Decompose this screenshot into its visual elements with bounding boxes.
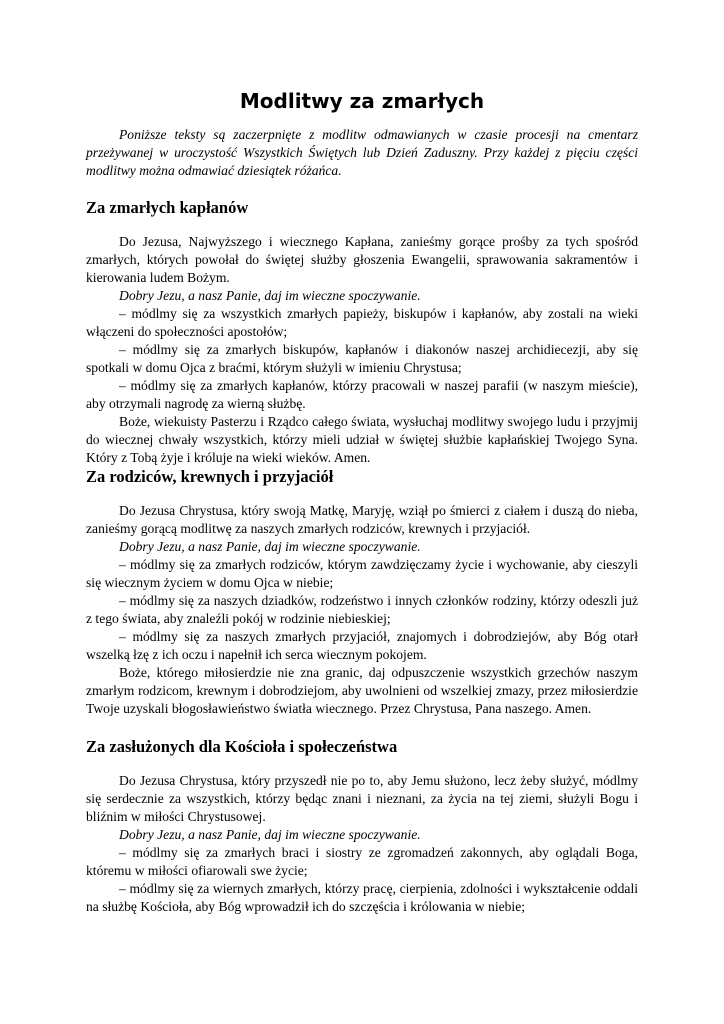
- response-line: Dobry Jezu, a nasz Panie, daj im wieczne spoczywanie.: [119, 288, 421, 303]
- section-heading-family: Za rodziców, krewnych i przyjaciół: [86, 467, 334, 486]
- petition: – módlmy się za wszystkich zmarłych papieży, biskupów i kapłanów, aby zostali na wieki włączeni do społeczności apostołów;: [86, 306, 638, 339]
- closing-prayer: Boże, którego miłosierdzie nie zna granic, daj odpuszczenie wszystkich grzechów naszym zmarłym rodzicom, krewnym i dobrodziejom, aby uwolnieni od wszelkiej zmazy, przez miłosierdzie Twoje uzyskali błogosławieństwo światła wiecznego. Przez Chrystusa, Pana naszego. Amen.: [86, 665, 638, 716]
- petition: – módlmy się za naszych zmarłych przyjaciół, znajomych i dobrodziejów, aby Bóg otarł wszelką łzę z ich oczu i napełnił ich serca wiecznym pokojem.: [86, 629, 638, 662]
- response-line: Dobry Jezu, a nasz Panie, daj im wieczne spoczywanie.: [119, 827, 421, 842]
- section-heading-merited: Za zasłużonych dla Kościoła i społeczeństwa: [86, 737, 398, 756]
- section-merited: [86, 772, 638, 916]
- petition: – módlmy się za wiernych zmarłych, którzy pracę, cierpienia, zdolności i wykształcenie oddali na służbę Kościoła, aby Bóg wprowadził ich do szczęścia i królowania w niebie;: [86, 881, 638, 914]
- invocation-paragraph: Do Jezusa, Najwyższego i wiecznego Kapłana, zanieśmy gorące prośby za tych spośród zmarłych, których powołał do świętej służby głoszenia Ewangelii, sprawowania sakramentów i kierowania ludem Bożym.: [86, 234, 638, 285]
- closing-prayer: Boże, wiekuisty Pasterzu i Rządco całego świata, wysłuchaj modlitwy swojego ludu i przyjmij do wiecznej chwały wszystkich, którzy mieli udział w świętej służbie kapłańskiej Twojego Syna. Który z Tobą żyje i króluje na wieki wieków. Amen.: [86, 414, 638, 465]
- intro-paragraph: Poniższe teksty są zaczerpnięte z modlitw odmawianych w czasie procesji na cmentarz przeżywanej w uroczystość Wszystkich Świętych lub Dzień Zaduszny. Przy każdej z pięciu części modlitwy można odmawiać dziesiątek różańca.: [86, 127, 638, 178]
- petition: – módlmy się za zmarłych braci i siostry ze zgromadzeń zakonnych, aby oglądali Boga, któremu w miłości ofiarowali swe życie;: [86, 845, 638, 878]
- petition: – módlmy się za zmarłych rodziców, którym zawdzięczamy życie i wychowanie, aby cieszyli się wiecznym życiem w domu Ojca w niebie;: [86, 557, 638, 590]
- response-line: Dobry Jezu, a nasz Panie, daj im wieczne spoczywanie.: [119, 539, 421, 554]
- section-family: [86, 502, 638, 718]
- section-priests: [86, 233, 638, 467]
- page-title: Modlitwy za zmarłych: [239, 89, 485, 113]
- petition: – módlmy się za naszych dziadków, rodzeństwo i innych członków rodziny, którzy odeszli już z tego świata, aby znaleźli pokój w rodzinie niebieskiej;: [86, 593, 638, 626]
- invocation-paragraph: Do Jezusa Chrystusa, który przyszedł nie po to, aby Jemu służono, lecz żeby służyć, módlmy się serdecznie za wszystkich, którzy będąc znani i nieznani, za życia na tej ziemi, służyli Bogu i bliźnim w miłości Chrystusowej.: [86, 773, 638, 824]
- petition: – módlmy się za zmarłych kapłanów, którzy pracowali w naszej parafii (w naszym mieście), aby otrzymali nagrodę za wierną służbę.: [86, 378, 638, 411]
- petition: – módlmy się za zmarłych biskupów, kapłanów i diakonów naszej archidiecezji, aby się spotkali w domu Ojca z braćmi, którym służyli w imieniu Chrystusa;: [86, 342, 638, 375]
- invocation-paragraph: Do Jezusa Chrystusa, który swoją Matkę, Maryję, wziął po śmierci z ciałem i duszą do nieba, zanieśmy gorącą modlitwę za naszych zmarłych rodziców, krewnych i przyjaciół.: [86, 503, 638, 536]
- section-heading-priests: Za zmarłych kapłanów: [86, 198, 249, 217]
